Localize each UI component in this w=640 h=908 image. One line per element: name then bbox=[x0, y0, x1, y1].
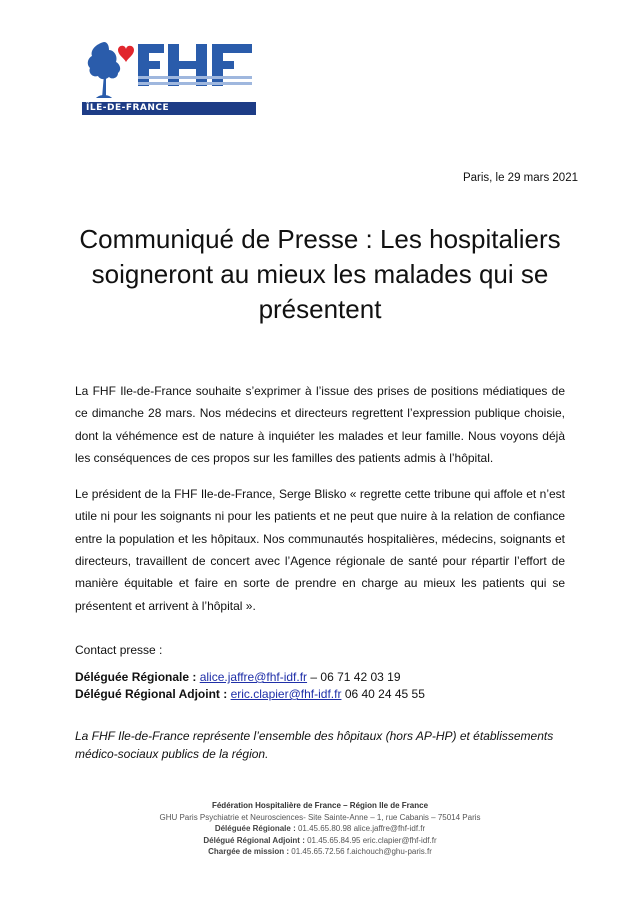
footer-regional-label: Déléguée Régionale : bbox=[214, 824, 296, 834]
title-line-1: Communiqué de Presse : Les hospitaliers bbox=[79, 224, 561, 254]
footer-regional-value: 01.45.65.80.98 alice.jaffre@fhf-idf.fr bbox=[297, 824, 426, 834]
footer-adjoint-contact bbox=[100, 835, 540, 847]
page-footer bbox=[100, 800, 540, 858]
footer-org-name: Fédération Hospitalière de France – Région Ile de France bbox=[211, 801, 429, 810]
title-line-3: présentent bbox=[258, 294, 382, 324]
contact-regional-email-link[interactable]: alice.jaffre@fhf-idf.fr bbox=[199, 670, 308, 684]
title-line-2: soigneront au mieux les malades qui se bbox=[91, 259, 549, 289]
footer-address: GHU Paris Psychiatrie et Neurosciences- Site Sainte-Anne – 1, rue Cabanis – 75014 Paris bbox=[159, 812, 481, 822]
footer-mission-value: 01.45.65.72.56 f.aichouch@ghu-paris.fr bbox=[291, 847, 432, 857]
logo-region-label: ÎLE-DE-FRANCE bbox=[86, 103, 170, 113]
footer-mission-label: Chargée de mission : bbox=[208, 847, 290, 857]
contact-regional-label: Déléguée Régionale : bbox=[75, 670, 197, 684]
contact-adjoint-email-link[interactable]: eric.clapier@fhf-idf.fr bbox=[230, 687, 342, 701]
footer-adjoint-label: Délégué Régional Adjoint : bbox=[203, 835, 305, 845]
contact-regional bbox=[75, 669, 575, 686]
date-line: Paris, le 29 mars 2021 bbox=[462, 172, 578, 184]
page-title bbox=[60, 222, 580, 327]
paragraph-2: Le président de la FHF Ile-de-France, Serge Blisko « regrette cette tribune qui affole et n’est utile ni pour les soignants ni pour les patients et ne peut que nuire à la relation de confiance entre la population et les hôpitaux. Nos communautés hospitalières, médecins, soignants et directeurs, travaillent de concert avec l’Agence régionale de santé pour répartir l’effort de manière équitable et faire en sorte de prendre en charge au mieux les patients qui se présentent et arrivent à l’hôpital ». bbox=[75, 487, 565, 613]
paragraph-1: La FHF Ile-de-France souhaite s’exprimer à l’issue des prises de positions médiatiques de ce dimanche 28 mars. Nos médecins et directeurs regrettent l’expression publique choisie, dont la véhémence est de nature à inquiéter les malades et leur famille. Nous voyons déjà les conséquences de ces propos sur les familles des patients admis à l’hôpital. bbox=[75, 384, 565, 465]
contact-heading: Contact presse : bbox=[75, 643, 163, 657]
footer-regional-contact bbox=[100, 823, 540, 835]
footer-adjoint-value: 01.45.65.84.95 eric.clapier@fhf-idf.fr bbox=[307, 835, 437, 845]
contact-section bbox=[75, 642, 575, 703]
contact-regional-phone: – 06 71 42 03 19 bbox=[310, 670, 401, 684]
tree-icon bbox=[88, 42, 120, 98]
contact-adjoint-phone: 06 40 24 45 55 bbox=[344, 687, 425, 701]
organization-note: La FHF Ile-de-France représente l’ensemble des hôpitaux (hors AP-HP) et établissements médico-sociaux publics de la région. bbox=[75, 729, 554, 761]
heart-icon bbox=[118, 46, 134, 62]
contact-adjoint-label: Délégué Régional Adjoint : bbox=[75, 687, 228, 701]
footer-mission-contact bbox=[100, 846, 540, 858]
press-release-body bbox=[75, 380, 565, 631]
contact-adjoint bbox=[75, 686, 575, 703]
fhf-logo bbox=[82, 36, 260, 120]
